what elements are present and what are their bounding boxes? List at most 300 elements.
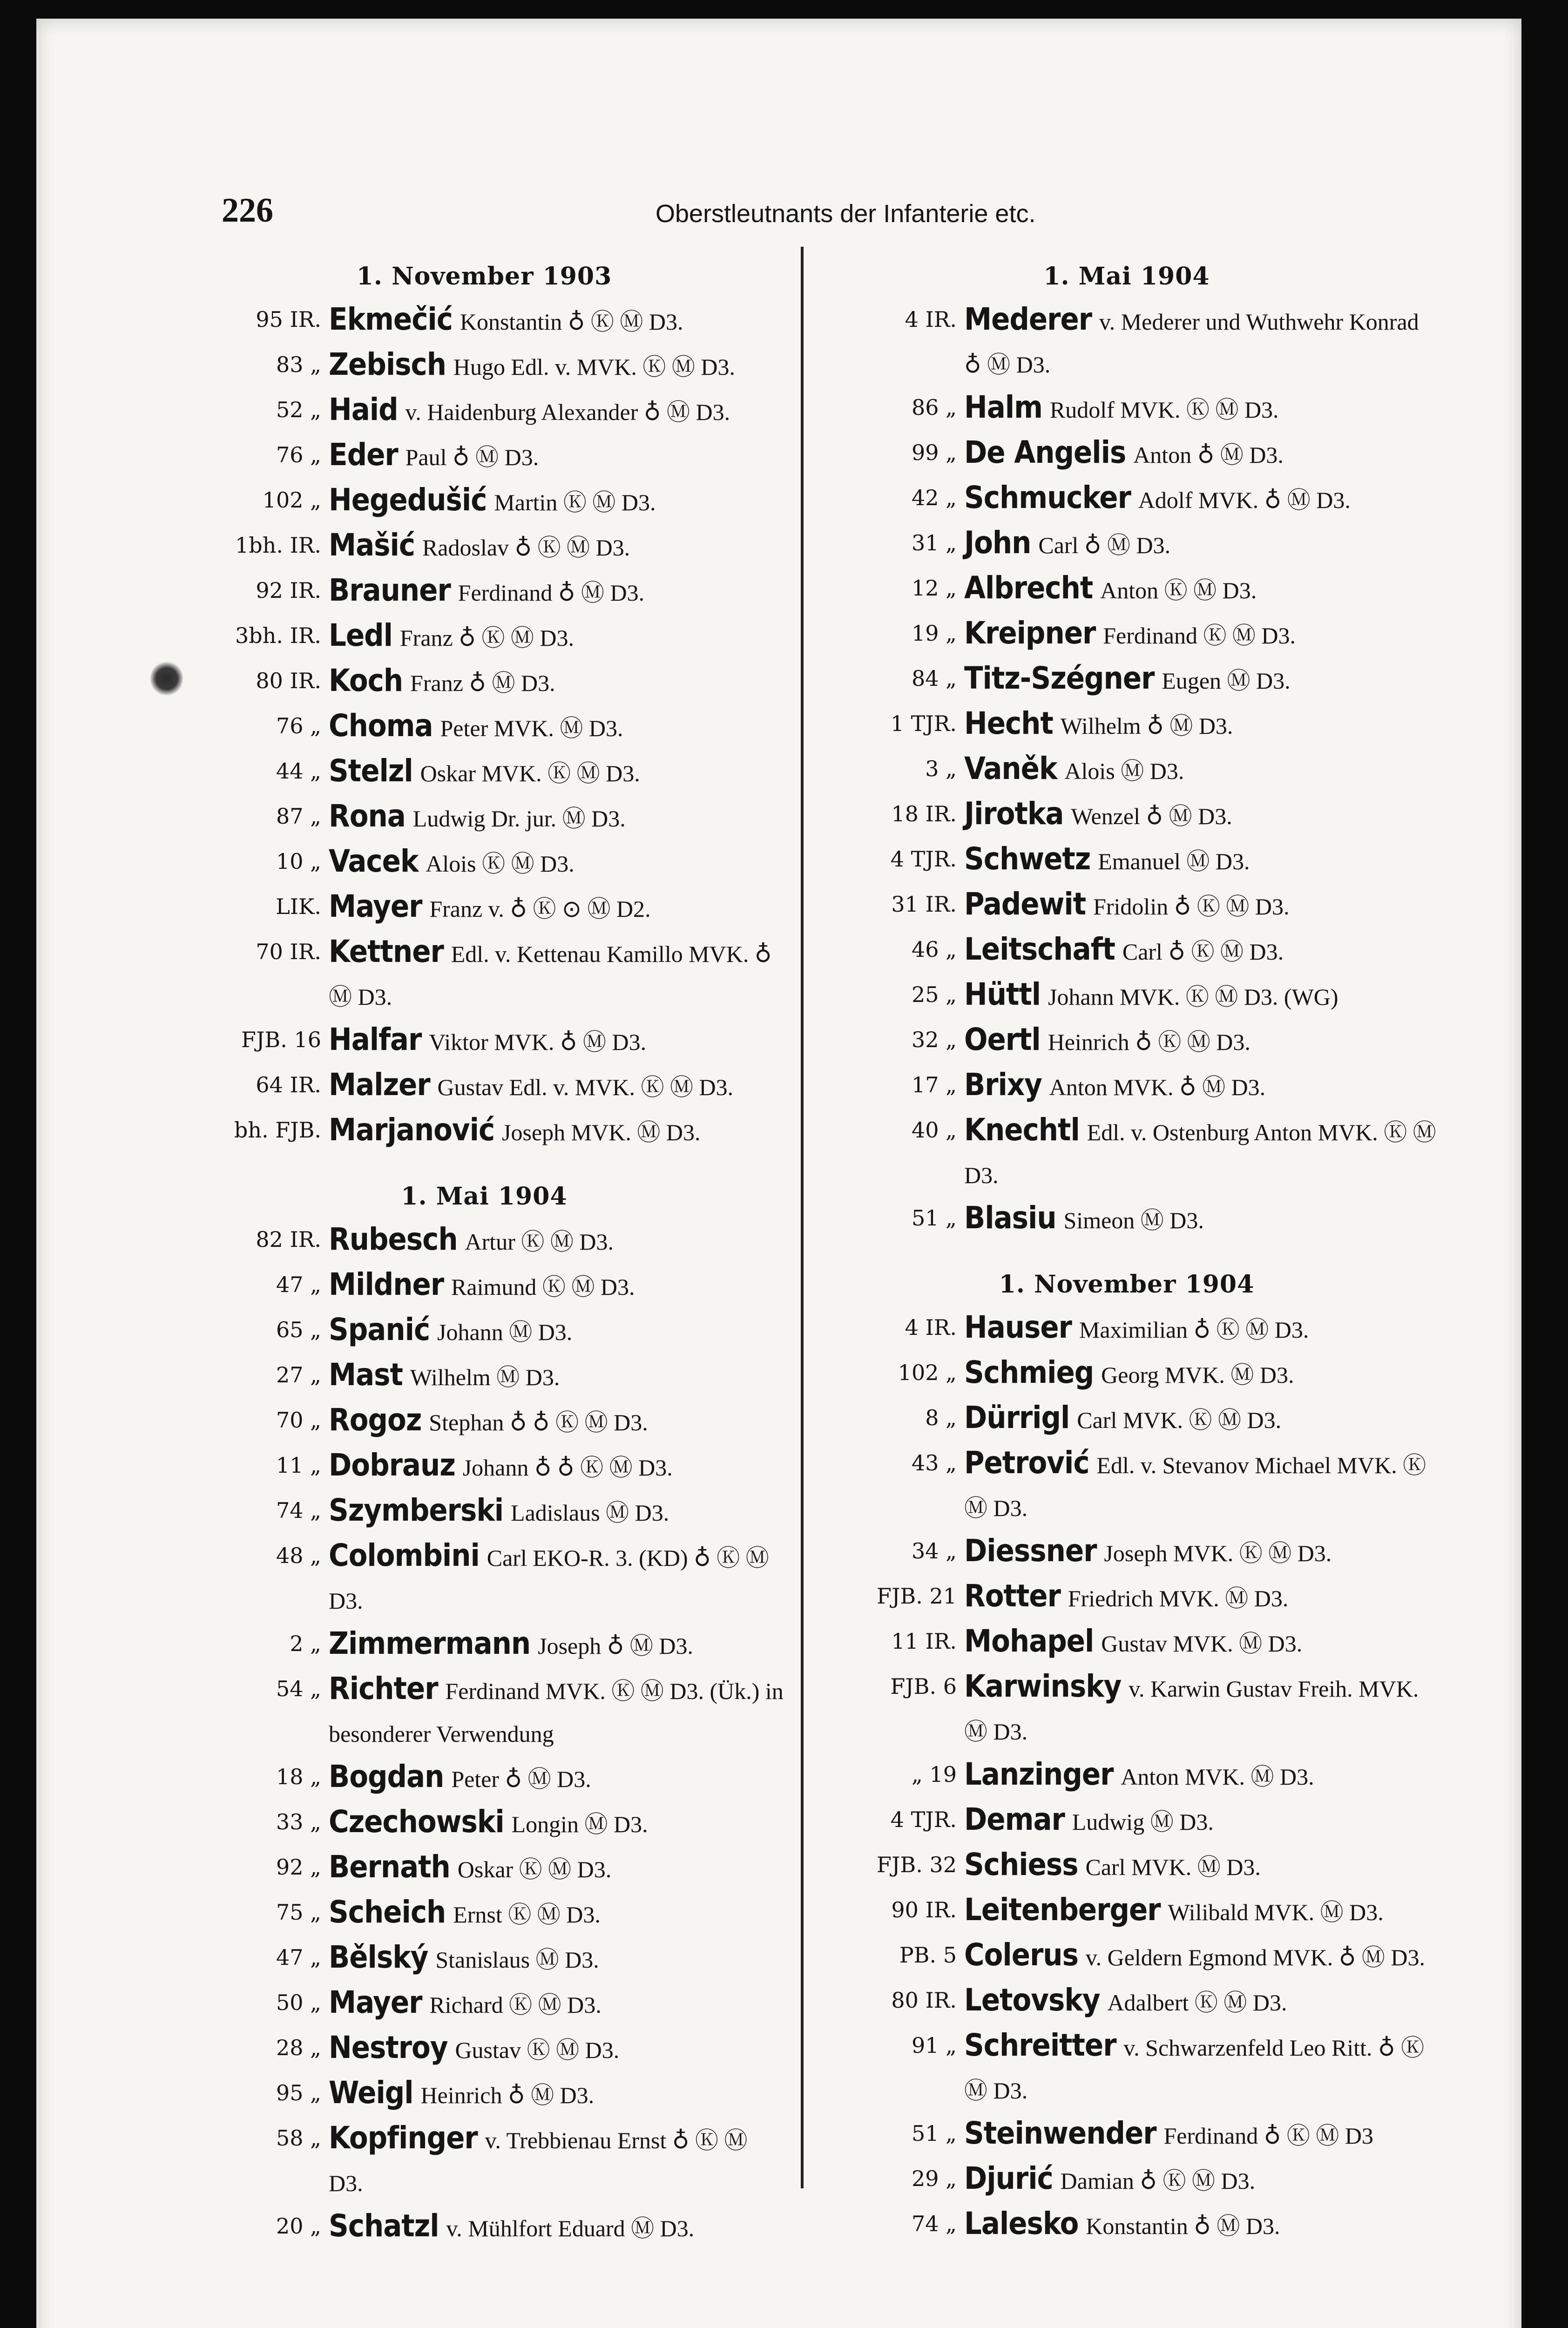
officer-surname: Titz-Szégner	[964, 660, 1155, 696]
entry-text	[329, 1218, 787, 1263]
officer-details: Oskar MVK. Ⓚ Ⓜ D3.	[420, 760, 640, 786]
unit-label: 58 „	[276, 2125, 321, 2151]
unit-label: 28 „	[276, 2035, 321, 2060]
unit-label: FJB. 21	[877, 1584, 957, 1609]
list-item	[182, 2071, 787, 2117]
list-item	[182, 298, 787, 343]
section-title: 1. Mai 1904	[1043, 262, 1210, 291]
entry-text	[329, 1667, 787, 1755]
list-item	[817, 1197, 1436, 1242]
unit-label: 4 IR.	[905, 307, 957, 332]
officer-details: Adolf MVK. ♁ Ⓜ D3.	[1138, 487, 1351, 513]
entry-text	[964, 1888, 1436, 1934]
unit-label: 87 „	[276, 804, 321, 829]
entry-text	[329, 1846, 787, 1891]
officer-details: Konstantin ♁ Ⓚ Ⓜ D3.	[460, 309, 683, 335]
entry-text	[964, 973, 1436, 1018]
list-item	[817, 792, 1436, 838]
officer-surname: Mederer	[964, 301, 1092, 337]
officer-surname: Steinwender	[964, 2115, 1156, 2151]
unit-label: 70 IR.	[256, 939, 321, 964]
officer-details: Johann Ⓜ D3.	[437, 1319, 573, 1345]
officer-details: Martin Ⓚ Ⓜ D3.	[494, 489, 656, 515]
unit-label: 82 IR.	[256, 1227, 321, 1252]
officer-surname: Colombini	[329, 1537, 480, 1573]
list-item	[817, 1620, 1436, 1665]
officer-details: Gustav MVK. Ⓜ D3.	[1101, 1631, 1303, 1657]
entry-text	[964, 1063, 1436, 1109]
list-item	[182, 659, 787, 704]
entry-text	[329, 840, 787, 885]
unit-label: 90 IR.	[891, 1897, 957, 1922]
officer-surname: Bělský	[329, 1939, 428, 1975]
entry-text	[329, 1622, 787, 1667]
officer-surname: Blasiu	[964, 1200, 1056, 1236]
list-item	[182, 1263, 787, 1308]
officer-surname: Halm	[964, 389, 1042, 425]
entry-text	[964, 1620, 1436, 1665]
page-number: 226	[222, 191, 273, 230]
list-item	[182, 614, 787, 659]
list-item	[817, 928, 1436, 973]
list-item	[817, 1575, 1436, 1620]
officer-details: Eugen Ⓜ D3.	[1162, 668, 1291, 694]
unit-label: 18 „	[276, 1764, 321, 1789]
unit-label: 25 „	[912, 982, 957, 1007]
unit-label: 32 „	[912, 1027, 957, 1052]
entry-text	[964, 1934, 1436, 1979]
list-item	[182, 1622, 787, 1667]
officer-details: Wilhelm Ⓜ D3.	[410, 1364, 560, 1390]
unit-label: 70 „	[276, 1408, 321, 1433]
list-item	[817, 1798, 1436, 1843]
entry-text	[964, 1109, 1436, 1197]
unit-label: 4 TJR.	[890, 1807, 957, 1832]
officer-surname: Mildner	[329, 1266, 444, 1302]
unit-label: 44 „	[276, 758, 321, 784]
entry-text	[329, 614, 787, 659]
officer-details: Heinrich ♁ Ⓜ D3.	[420, 2082, 595, 2108]
entry-text	[329, 1891, 787, 1936]
officer-surname: Demar	[964, 1801, 1065, 1837]
entry-text	[329, 2071, 787, 2117]
list-item	[182, 1936, 787, 1981]
unit-label: 3bh. IR.	[235, 623, 321, 648]
officer-details: Edl. v. Kettenau Kamillo MVK. ♁ Ⓜ D3.	[329, 941, 772, 1010]
officer-details: Gustav Ⓚ Ⓜ D3.	[455, 2037, 620, 2063]
list-item	[182, 1489, 787, 1534]
entry-text	[964, 2024, 1436, 2112]
officer-surname: Rotter	[964, 1578, 1061, 1614]
officer-surname: Diessner	[964, 1533, 1097, 1569]
list-item	[182, 433, 787, 479]
list-item	[182, 1981, 787, 2026]
list-item	[182, 1353, 787, 1399]
list-item	[182, 1308, 787, 1353]
unit-label: 47 „	[276, 1945, 321, 1970]
list-item	[182, 2205, 787, 2250]
officer-details: Artur Ⓚ Ⓜ D3.	[465, 1229, 614, 1255]
officer-details: Ferdinand MVK. Ⓚ Ⓜ D3. (Ük.) in besonderer Verwendung	[329, 1678, 784, 1747]
list-item	[182, 1444, 787, 1489]
officer-details: v. Mühlfort Eduard Ⓜ D3.	[446, 2215, 695, 2241]
unit-label: 52 „	[276, 397, 321, 422]
list-item	[817, 702, 1436, 747]
entry-text	[329, 2205, 787, 2250]
entry-text	[964, 2157, 1436, 2202]
unit-label: 76 „	[276, 442, 321, 467]
unit-label: 102 „	[898, 1360, 957, 1385]
officer-surname: Jirotka	[964, 796, 1064, 832]
unit-label: 92 IR.	[256, 578, 321, 603]
officer-details: Carl MVK. Ⓜ D3.	[1085, 1854, 1261, 1880]
officer-details: Anton MVK. ♁ Ⓜ D3.	[1049, 1074, 1266, 1100]
unit-label: FJB. 16	[241, 1027, 321, 1052]
officer-details: Fridolin ♁ Ⓚ Ⓜ D3.	[1093, 893, 1290, 920]
unit-label: 65 „	[276, 1317, 321, 1342]
list-item	[182, 885, 787, 930]
entry-text	[329, 1308, 787, 1353]
entry-text	[964, 567, 1436, 612]
entry-text	[964, 1665, 1436, 1753]
list-item	[817, 2202, 1436, 2247]
officer-details: Ferdinand ♁ Ⓜ D3.	[458, 580, 645, 606]
officer-surname: Lalesko	[964, 2206, 1079, 2241]
entry-text	[329, 1534, 787, 1622]
unit-label: 1bh. IR.	[235, 533, 321, 558]
section-title: 1. November 1903	[356, 262, 612, 291]
unit-label: 74 „	[912, 2211, 957, 2236]
officer-surname: Kettner	[329, 934, 444, 969]
officer-surname: Schmieg	[964, 1354, 1094, 1390]
officer-details: Franz ♁ Ⓚ Ⓜ D3.	[399, 625, 574, 651]
unit-label: FJB. 6	[890, 1674, 957, 1699]
entry-text	[329, 659, 787, 704]
unit-label: 12 „	[912, 575, 957, 601]
unit-label: 31 IR.	[891, 892, 957, 917]
entry-text	[329, 1353, 787, 1399]
unit-label: 91 „	[912, 2033, 957, 2058]
officer-details: Franz v. ♁ Ⓚ ⊙ Ⓜ D2.	[429, 896, 651, 922]
list-item	[817, 1979, 1436, 2024]
entry-text	[329, 1489, 787, 1534]
unit-label: 29 „	[912, 2166, 957, 2191]
officer-details: Peter ♁ Ⓜ D3.	[451, 1766, 591, 1792]
entry-text	[329, 433, 787, 479]
entry-text	[964, 1798, 1436, 1843]
officer-surname: Colerus	[964, 1937, 1078, 1973]
officer-details: Ferdinand Ⓚ Ⓜ D3.	[1103, 623, 1296, 649]
officer-details: Hugo Edl. v. MVK. Ⓚ Ⓜ D3.	[453, 354, 735, 380]
officer-surname: Vacek	[329, 843, 419, 879]
officer-details: Georg MVK. Ⓜ D3.	[1101, 1362, 1294, 1388]
unit-label: 50 „	[276, 1990, 321, 2015]
officer-surname: Padewit	[964, 886, 1086, 922]
unit-label: 8 „	[925, 1405, 957, 1430]
list-item	[817, 1888, 1436, 1934]
officer-surname: Haid	[329, 392, 398, 427]
entry-text	[329, 479, 787, 524]
entry-text	[329, 1444, 787, 1489]
list-item	[817, 1441, 1436, 1529]
list-item	[182, 1667, 787, 1755]
officer-details: Wilibald MVK. Ⓜ D3.	[1168, 1899, 1384, 1925]
entry-text	[329, 298, 787, 343]
entry-text	[329, 885, 787, 930]
officer-details: Alois Ⓜ D3.	[1064, 758, 1184, 784]
officer-surname: Brixy	[964, 1067, 1042, 1103]
officer-surname: Hecht	[964, 705, 1053, 741]
unit-label: 10 „	[276, 849, 321, 874]
list-item	[182, 1218, 787, 1263]
unit-label: „ 19	[912, 1762, 957, 1787]
officer-surname: Zimmermann	[329, 1625, 531, 1661]
unit-label: 74 „	[276, 1498, 321, 1523]
officer-details: Oskar Ⓚ Ⓜ D3.	[457, 1856, 612, 1882]
officer-details: Anton Ⓚ Ⓜ D3.	[1100, 577, 1257, 603]
list-item	[817, 973, 1436, 1018]
officer-surname: Letovsky	[964, 1982, 1100, 2018]
unit-label: 83 „	[276, 352, 321, 377]
page-header	[36, 191, 1521, 233]
officer-details: Joseph MVK. Ⓚ Ⓜ D3.	[1104, 1540, 1332, 1566]
entry-text	[964, 298, 1436, 386]
unit-label: 42 „	[912, 485, 957, 510]
entry-text	[964, 1197, 1436, 1242]
list-item	[182, 750, 787, 795]
officer-details: Longin Ⓜ D3.	[511, 1811, 648, 1837]
list-item	[182, 795, 787, 840]
entry-text	[329, 2026, 787, 2071]
officer-details: Wenzel ♁ Ⓜ D3.	[1071, 803, 1232, 829]
officer-details: v. Schwarzenfeld Leo Ritt. ♁ Ⓚ Ⓜ D3.	[964, 2035, 1425, 2104]
officer-surname: Nestroy	[329, 2030, 448, 2065]
officer-details: Raimund Ⓚ Ⓜ D3.	[451, 1274, 635, 1300]
entry-text	[964, 1979, 1436, 2024]
entry-text	[964, 1529, 1436, 1575]
officer-surname: Schreitter	[964, 2027, 1116, 2063]
unit-label: 2 „	[290, 1631, 321, 1656]
entry-text	[329, 930, 787, 1018]
officer-details: Damian ♁ Ⓚ Ⓜ D3.	[1060, 2168, 1256, 2194]
officer-details: Anton MVK. Ⓜ D3.	[1121, 1764, 1314, 1790]
entry-text	[964, 838, 1436, 883]
entry-text	[964, 1306, 1436, 1351]
unit-label: 19 „	[912, 621, 957, 646]
officer-surname: Brauner	[329, 572, 451, 608]
entry-text	[329, 1981, 787, 2026]
unit-label: PB. 5	[899, 1942, 957, 1968]
list-item	[817, 883, 1436, 928]
list-item	[817, 1843, 1436, 1888]
officer-details: Anton ♁ Ⓜ D3.	[1133, 442, 1284, 468]
entry-text	[964, 2112, 1436, 2157]
unit-label: 34 „	[912, 1538, 957, 1563]
officer-surname: Bogdan	[329, 1759, 444, 1794]
unit-label: 102 „	[262, 487, 321, 513]
list-item	[182, 479, 787, 524]
officer-details: Ernst Ⓚ Ⓜ D3.	[453, 1902, 601, 1928]
officer-surname: Knechtl	[964, 1112, 1080, 1148]
entry-text	[329, 1936, 787, 1981]
list-item	[817, 1351, 1436, 1396]
officer-details: Ferdinand ♁ Ⓚ Ⓜ D3	[1163, 2123, 1373, 2149]
list-item	[182, 1109, 787, 1154]
officer-details: Joseph ♁ Ⓜ D3.	[538, 1633, 693, 1659]
list-item	[817, 2157, 1436, 2202]
unit-label: bh. FJB.	[234, 1117, 321, 1143]
list-item	[182, 343, 787, 388]
officer-details: Friedrich MVK. Ⓜ D3.	[1068, 1585, 1289, 1611]
list-item	[817, 2112, 1436, 2157]
officer-surname: Mohapel	[964, 1623, 1094, 1659]
officer-details: Maximilian ♁ Ⓚ Ⓜ D3.	[1079, 1317, 1309, 1343]
entry-text	[329, 750, 787, 795]
officer-details: Viktor MVK. ♁ Ⓜ D3.	[429, 1029, 647, 1055]
unit-label: 95 IR.	[256, 307, 321, 332]
officer-details: Stephan ♁ ♁ Ⓚ Ⓜ D3.	[429, 1409, 648, 1435]
officer-surname: Malzer	[329, 1067, 430, 1103]
unit-label: 4 IR.	[905, 1315, 957, 1340]
list-item	[182, 1534, 787, 1622]
entry-text	[964, 386, 1436, 431]
list-item	[182, 1399, 787, 1444]
unit-label: 95 „	[276, 2080, 321, 2105]
officer-surname: Ekmečić	[329, 301, 453, 337]
officer-details: Edl. v. Ostenburg Anton MVK. Ⓚ Ⓜ D3.	[964, 1119, 1436, 1188]
officer-surname: Leitschaft	[964, 931, 1115, 967]
officer-surname: Schmucker	[964, 480, 1131, 515]
officer-details: Ludwig Dr. jur. Ⓜ D3.	[412, 805, 626, 832]
section-title: 1. November 1904	[999, 1270, 1255, 1299]
officer-surname: Rogoz	[329, 1402, 422, 1438]
officer-surname: Halfar	[329, 1022, 422, 1057]
officer-surname: Kreipner	[964, 615, 1096, 651]
entry-text	[329, 1063, 787, 1109]
officer-surname: Karwinsky	[964, 1668, 1122, 1704]
unit-label: 46 „	[912, 937, 957, 962]
officer-details: Carl MVK. Ⓚ Ⓜ D3.	[1077, 1407, 1282, 1433]
unit-label: 11 „	[276, 1453, 321, 1478]
unit-label: 54 „	[276, 1676, 321, 1701]
list-item	[182, 388, 787, 433]
entry-text	[964, 1843, 1436, 1888]
entry-text	[964, 1441, 1436, 1529]
list-item	[817, 1753, 1436, 1798]
unit-label: 17 „	[912, 1072, 957, 1097]
officer-details: v. Mederer und Wuthwehr Konrad ♁ Ⓜ D3.	[964, 309, 1419, 378]
officer-surname: Dobrauz	[329, 1447, 455, 1483]
entry-text	[964, 1753, 1436, 1798]
running-title: Oberstleutnants der Infanterie etc.	[656, 200, 1036, 228]
ink-stain	[150, 661, 183, 696]
officer-surname: Mayer	[329, 888, 422, 924]
list-item	[182, 1891, 787, 1936]
unit-label: 76 „	[276, 713, 321, 738]
officer-surname: Hauser	[964, 1309, 1072, 1345]
officer-details: Alois Ⓚ Ⓜ D3.	[426, 851, 574, 877]
entry-text	[964, 2202, 1436, 2247]
officer-details: Paul ♁ Ⓜ D3.	[405, 444, 539, 470]
list-item	[817, 521, 1436, 567]
entry-text	[329, 795, 787, 840]
officer-details: Wilhelm ♁ Ⓜ D3.	[1060, 713, 1233, 739]
entry-text	[329, 704, 787, 750]
officer-surname: Eder	[329, 437, 398, 473]
unit-label: 51 „	[912, 1205, 957, 1231]
list-item	[817, 1306, 1436, 1351]
officer-surname: Ledl	[329, 617, 392, 653]
officer-details: Edl. v. Stevanov Michael MVK. Ⓚ Ⓜ D3.	[964, 1452, 1426, 1521]
officer-surname: Schiess	[964, 1847, 1078, 1882]
officer-details: v. Haidenburg Alexander ♁ Ⓜ D3.	[405, 399, 730, 425]
officer-surname: Spanić	[329, 1312, 430, 1347]
list-item	[817, 386, 1436, 431]
entry-text	[964, 747, 1436, 792]
list-item	[817, 2024, 1436, 2112]
unit-label: 33 „	[276, 1809, 321, 1834]
left-column	[182, 255, 787, 2250]
unit-label: FJB. 32	[877, 1852, 957, 1877]
entry-text	[964, 476, 1436, 521]
officer-surname: Mašić	[329, 527, 415, 563]
list-item	[182, 1018, 787, 1063]
list-item	[817, 1396, 1436, 1441]
officer-surname: Choma	[329, 708, 433, 744]
officer-details: Richard Ⓚ Ⓜ D3.	[429, 1992, 602, 2018]
list-item	[817, 476, 1436, 521]
column-divider	[801, 247, 804, 2188]
list-item	[817, 657, 1436, 702]
officer-surname: Leitenberger	[964, 1892, 1161, 1928]
entry-text	[329, 1263, 787, 1308]
officer-surname: Schatzl	[329, 2208, 439, 2244]
officer-surname: Djurić	[964, 2160, 1053, 2196]
entry-text	[964, 883, 1436, 928]
officer-details: Konstantin ♁ Ⓜ D3.	[1086, 2213, 1280, 2239]
entry-text	[329, 1800, 787, 1846]
unit-label: 47 „	[276, 1272, 321, 1297]
list-item	[182, 2117, 787, 2205]
list-item	[182, 704, 787, 750]
entry-text	[964, 1575, 1436, 1620]
officer-details: Stanislaus Ⓜ D3.	[435, 1947, 599, 1973]
officer-details: Johann MVK. Ⓚ Ⓜ D3. (WG)	[1048, 984, 1338, 1010]
unit-label: 1 TJR.	[890, 711, 957, 736]
unit-label: 27 „	[276, 1362, 321, 1387]
officer-details: Peter MVK. Ⓜ D3.	[440, 715, 623, 741]
officer-surname: Dürrigl	[964, 1400, 1070, 1435]
officer-surname: Mast	[329, 1357, 403, 1393]
entry-text	[329, 1109, 787, 1154]
entry-text	[329, 2117, 787, 2205]
list-item	[817, 1063, 1436, 1109]
officer-surname: Scheich	[329, 1894, 446, 1930]
officer-details: Carl EKO-R. 3. (KD) ♁ Ⓚ Ⓜ D3.	[329, 1545, 769, 1614]
list-item	[182, 1800, 787, 1846]
officer-surname: John	[964, 525, 1031, 561]
list-item	[817, 567, 1436, 612]
officer-surname: De Angelis	[964, 434, 1126, 470]
entry-text	[964, 431, 1436, 476]
officer-surname: Stelzl	[329, 753, 413, 789]
entry-text	[964, 657, 1436, 702]
right-column	[817, 255, 1436, 2247]
entry-text	[329, 1755, 787, 1800]
officer-details: Ludwig Ⓜ D3.	[1072, 1809, 1214, 1835]
unit-label: 20 „	[276, 2213, 321, 2239]
officer-surname: Marjanović	[329, 1112, 495, 1148]
